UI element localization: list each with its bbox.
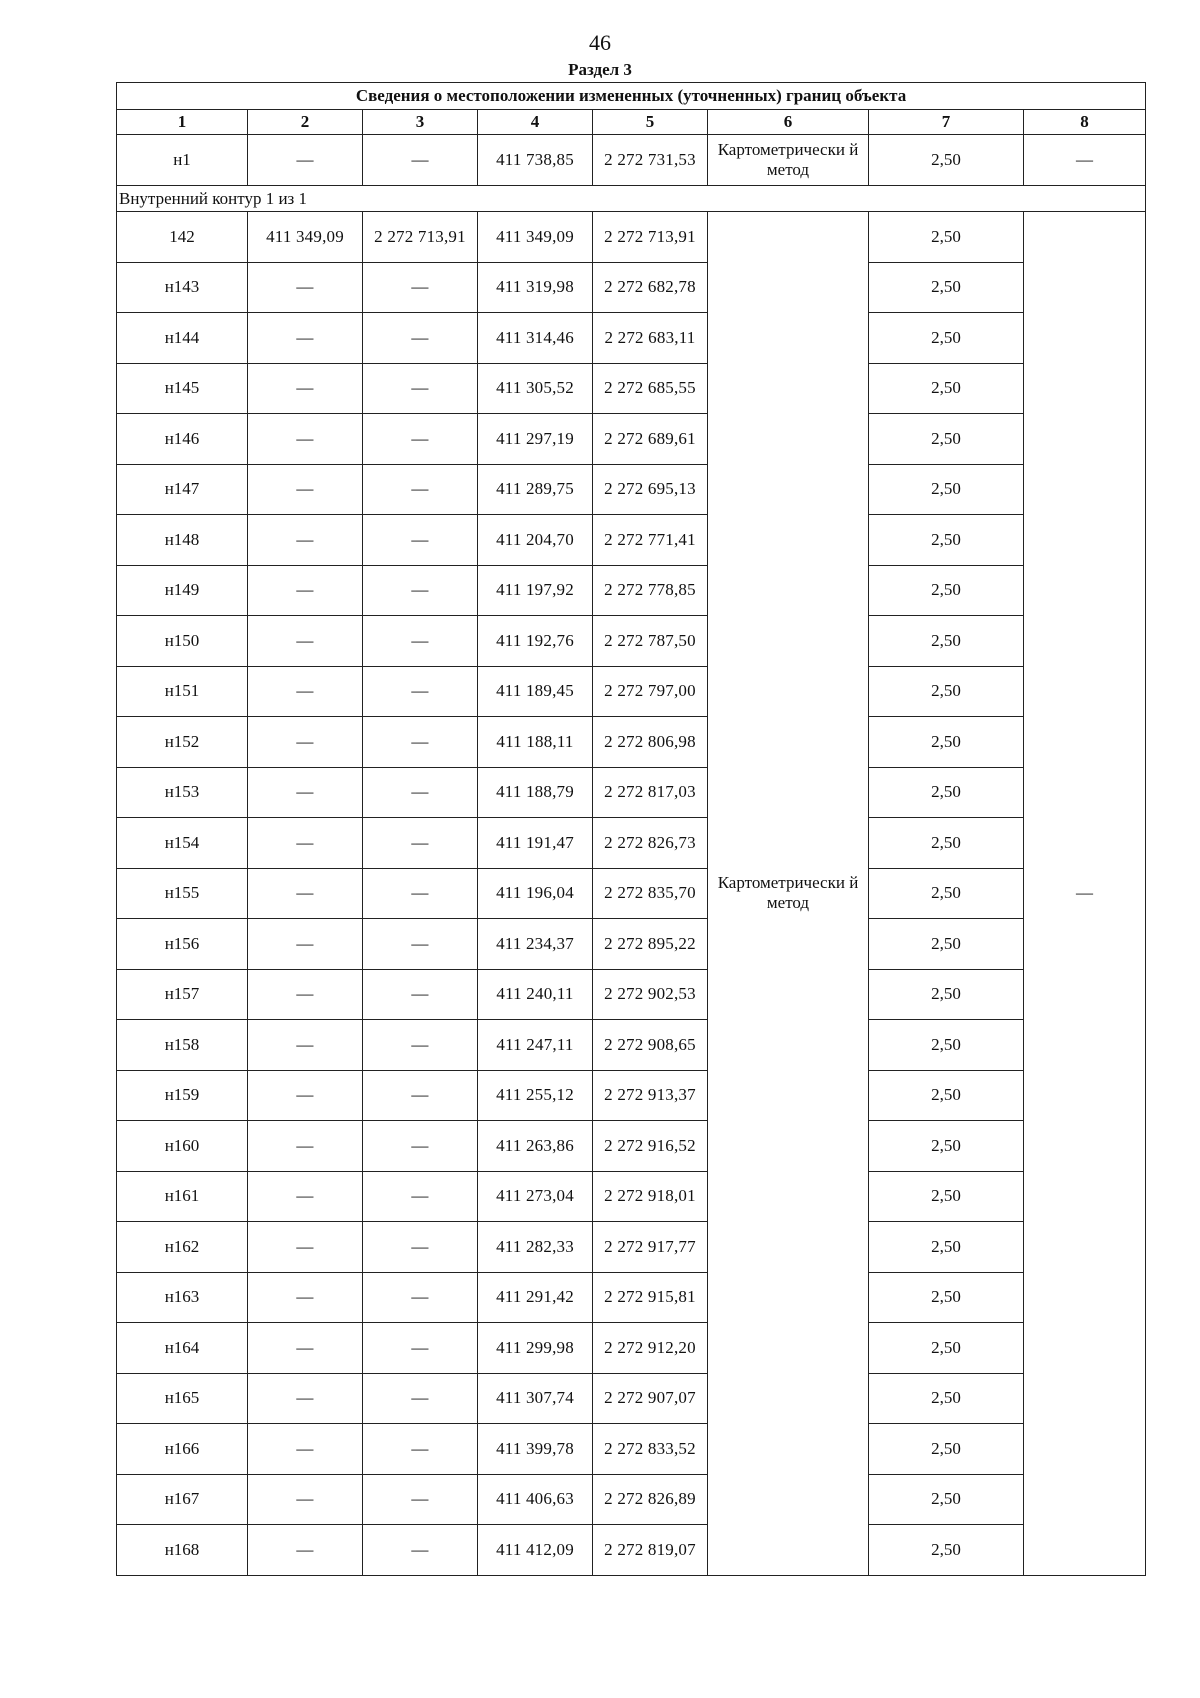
accuracy-cell: 2,50 (869, 969, 1024, 1020)
existing-x-cell: — (248, 868, 363, 919)
point-name-cell: н147 (117, 464, 248, 515)
table-row (117, 767, 1146, 818)
existing-x-cell: — (248, 135, 363, 186)
existing-y-cell: — (363, 1121, 478, 1172)
new-x-cell: 411 319,98 (478, 262, 593, 313)
existing-y-cell: — (363, 515, 478, 566)
table-row (117, 1272, 1146, 1323)
new-y-cell: 2 272 908,65 (593, 1020, 708, 1071)
new-y-cell: 2 272 915,81 (593, 1272, 708, 1323)
point-name-cell: н155 (117, 868, 248, 919)
existing-y-cell: — (363, 1525, 478, 1576)
point-name-cell: н149 (117, 565, 248, 616)
new-y-cell: 2 272 817,03 (593, 767, 708, 818)
existing-y-cell: — (363, 363, 478, 414)
point-name-cell: н159 (117, 1070, 248, 1121)
existing-x-cell: — (248, 262, 363, 313)
table-row (117, 919, 1146, 970)
new-x-cell: 411 297,19 (478, 414, 593, 465)
new-y-cell: 2 272 833,52 (593, 1424, 708, 1475)
new-x-cell: 411 282,33 (478, 1222, 593, 1273)
accuracy-cell: 2,50 (869, 767, 1024, 818)
point-name-cell: н160 (117, 1121, 248, 1172)
new-y-cell: 2 272 695,13 (593, 464, 708, 515)
existing-x-cell: — (248, 565, 363, 616)
existing-y-cell: — (363, 1020, 478, 1071)
new-y-cell: 2 272 916,52 (593, 1121, 708, 1172)
table-row (117, 1121, 1146, 1172)
table-row (117, 565, 1146, 616)
existing-y-cell: — (363, 565, 478, 616)
table-row (117, 1474, 1146, 1525)
accuracy-cell: 2,50 (869, 414, 1024, 465)
existing-x-cell: — (248, 1474, 363, 1525)
table-row (117, 464, 1146, 515)
new-x-cell: 411 273,04 (478, 1171, 593, 1222)
new-y-cell: 2 272 683,11 (593, 313, 708, 364)
existing-y-cell: — (363, 414, 478, 465)
existing-x-cell: — (248, 1121, 363, 1172)
point-name-cell: н151 (117, 666, 248, 717)
point-name-cell: н156 (117, 919, 248, 970)
point-name-cell: н145 (117, 363, 248, 414)
column-header: 7 (869, 110, 1024, 135)
accuracy-cell: 2,50 (869, 868, 1024, 919)
point-name-cell: н165 (117, 1373, 248, 1424)
existing-y-cell: — (363, 1272, 478, 1323)
table-row (117, 1525, 1146, 1576)
existing-y-cell: — (363, 969, 478, 1020)
existing-x-cell: — (248, 1171, 363, 1222)
table-row (117, 1373, 1146, 1424)
new-x-cell: 411 406,63 (478, 1474, 593, 1525)
column-header: 6 (708, 110, 869, 135)
table-row (117, 363, 1146, 414)
table-row (117, 262, 1146, 313)
existing-y-cell: — (363, 868, 478, 919)
accuracy-cell: 2,50 (869, 135, 1024, 186)
new-y-cell: 2 272 731,53 (593, 135, 708, 186)
new-x-cell: 411 240,11 (478, 969, 593, 1020)
accuracy-cell: 2,50 (869, 919, 1024, 970)
table-row (117, 135, 1146, 186)
column-header: 8 (1024, 110, 1146, 135)
new-x-cell: 411 299,98 (478, 1323, 593, 1374)
table-row (117, 1171, 1146, 1222)
table-row (117, 1424, 1146, 1475)
accuracy-cell: 2,50 (869, 1424, 1024, 1475)
accuracy-cell: 2,50 (869, 1272, 1024, 1323)
existing-y-cell: — (363, 717, 478, 768)
column-header: 4 (478, 110, 593, 135)
contour-label-row (117, 186, 1146, 212)
new-x-cell: 411 412,09 (478, 1525, 593, 1576)
existing-x-cell: — (248, 717, 363, 768)
column-header: 1 (117, 110, 248, 135)
accuracy-cell: 2,50 (869, 666, 1024, 717)
point-name-cell: н144 (117, 313, 248, 364)
point-name-cell: н157 (117, 969, 248, 1020)
new-x-cell: 411 291,42 (478, 1272, 593, 1323)
point-name-cell: н166 (117, 1424, 248, 1475)
new-x-cell: 411 191,47 (478, 818, 593, 869)
new-y-cell: 2 272 806,98 (593, 717, 708, 768)
new-x-cell: 411 314,46 (478, 313, 593, 364)
table-row (117, 1020, 1146, 1071)
existing-y-cell: — (363, 1424, 478, 1475)
contour-label: Внутренний контур 1 из 1 (117, 186, 1146, 212)
column-header: 2 (248, 110, 363, 135)
new-y-cell: 2 272 713,91 (593, 212, 708, 263)
accuracy-cell: 2,50 (869, 1474, 1024, 1525)
accuracy-cell: 2,50 (869, 363, 1024, 414)
existing-y-cell: 2 272 713,91 (363, 212, 478, 263)
existing-y-cell: — (363, 818, 478, 869)
existing-x-cell: — (248, 1272, 363, 1323)
existing-x-cell: — (248, 313, 363, 364)
point-name-cell: 142 (117, 212, 248, 263)
new-x-cell: 411 307,74 (478, 1373, 593, 1424)
existing-x-cell: — (248, 666, 363, 717)
new-y-cell: 2 272 826,89 (593, 1474, 708, 1525)
new-y-cell: 2 272 826,73 (593, 818, 708, 869)
new-x-cell: 411 349,09 (478, 212, 593, 263)
column-header-row (117, 110, 1146, 135)
new-y-cell: 2 272 682,78 (593, 262, 708, 313)
new-x-cell: 411 305,52 (478, 363, 593, 414)
existing-x-cell: — (248, 1323, 363, 1374)
point-name-cell: н150 (117, 616, 248, 667)
new-x-cell: 411 399,78 (478, 1424, 593, 1475)
new-x-cell: 411 189,45 (478, 666, 593, 717)
new-x-cell: 411 188,11 (478, 717, 593, 768)
new-x-cell: 411 204,70 (478, 515, 593, 566)
table-caption-row (117, 83, 1146, 110)
new-y-cell: 2 272 907,07 (593, 1373, 708, 1424)
table-row (117, 666, 1146, 717)
existing-y-cell: — (363, 1171, 478, 1222)
point-name-cell: н168 (117, 1525, 248, 1576)
accuracy-cell: 2,50 (869, 818, 1024, 869)
existing-x-cell: — (248, 1424, 363, 1475)
section-title: Раздел 3 (568, 60, 632, 79)
table-row (117, 313, 1146, 364)
table-caption: Сведения о местоположении измененных (уточненных) границ объекта (117, 83, 1146, 110)
new-y-cell: 2 272 912,20 (593, 1323, 708, 1374)
accuracy-cell: 2,50 (869, 1373, 1024, 1424)
new-y-cell: 2 272 918,01 (593, 1171, 708, 1222)
table-row (117, 1070, 1146, 1121)
existing-x-cell: — (248, 1020, 363, 1071)
table-row (117, 818, 1146, 869)
new-x-cell: 411 255,12 (478, 1070, 593, 1121)
method-cell: Картометрически й метод (708, 135, 869, 186)
existing-y-cell: — (363, 1222, 478, 1273)
new-y-cell: 2 272 895,22 (593, 919, 708, 970)
table-row (117, 212, 1146, 263)
accuracy-cell: 2,50 (869, 464, 1024, 515)
table-row (117, 616, 1146, 667)
existing-x-cell: — (248, 414, 363, 465)
existing-x-cell: — (248, 1373, 363, 1424)
new-x-cell: 411 263,86 (478, 1121, 593, 1172)
accuracy-cell: 2,50 (869, 1222, 1024, 1273)
table-row (117, 868, 1146, 919)
point-name-cell: н167 (117, 1474, 248, 1525)
point-name-cell: н143 (117, 262, 248, 313)
existing-x-cell: — (248, 767, 363, 818)
accuracy-cell: 2,50 (869, 1171, 1024, 1222)
existing-y-cell: — (363, 1474, 478, 1525)
existing-x-cell: — (248, 818, 363, 869)
new-y-cell: 2 272 819,07 (593, 1525, 708, 1576)
point-name-cell: н146 (117, 414, 248, 465)
existing-y-cell: — (363, 666, 478, 717)
point-name-cell: н154 (117, 818, 248, 869)
new-y-cell: 2 272 917,77 (593, 1222, 708, 1273)
new-x-cell: 411 234,37 (478, 919, 593, 970)
new-y-cell: 2 272 913,37 (593, 1070, 708, 1121)
description-cell: — (1024, 135, 1146, 186)
accuracy-cell: 2,50 (869, 262, 1024, 313)
new-x-cell: 411 196,04 (478, 868, 593, 919)
existing-y-cell: — (363, 313, 478, 364)
new-y-cell: 2 272 787,50 (593, 616, 708, 667)
new-y-cell: 2 272 902,53 (593, 969, 708, 1020)
existing-y-cell: — (363, 919, 478, 970)
existing-x-cell: — (248, 1070, 363, 1121)
table-row (117, 1323, 1146, 1374)
existing-y-cell: — (363, 262, 478, 313)
new-x-cell: 411 192,76 (478, 616, 593, 667)
page-number: 46 (589, 30, 611, 55)
accuracy-cell: 2,50 (869, 565, 1024, 616)
accuracy-cell: 2,50 (869, 717, 1024, 768)
accuracy-cell: 2,50 (869, 1323, 1024, 1374)
existing-y-cell: — (363, 767, 478, 818)
existing-y-cell: — (363, 1323, 478, 1374)
new-y-cell: 2 272 771,41 (593, 515, 708, 566)
new-x-cell: 411 197,92 (478, 565, 593, 616)
point-name-cell: н152 (117, 717, 248, 768)
table-row (117, 969, 1146, 1020)
boundary-coordinates-table (116, 82, 1146, 1576)
point-name-cell: н153 (117, 767, 248, 818)
new-x-cell: 411 247,11 (478, 1020, 593, 1071)
existing-x-cell: — (248, 1525, 363, 1576)
new-x-cell: 411 289,75 (478, 464, 593, 515)
point-name-cell: н164 (117, 1323, 248, 1374)
existing-x-cell: — (248, 919, 363, 970)
table-row (117, 414, 1146, 465)
accuracy-cell: 2,50 (869, 212, 1024, 263)
accuracy-cell: 2,50 (869, 1020, 1024, 1071)
existing-x-cell: — (248, 363, 363, 414)
existing-y-cell: — (363, 135, 478, 186)
accuracy-cell: 2,50 (869, 1121, 1024, 1172)
existing-x-cell: 411 349,09 (248, 212, 363, 263)
new-y-cell: 2 272 689,61 (593, 414, 708, 465)
existing-y-cell: — (363, 464, 478, 515)
new-x-cell: 411 738,85 (478, 135, 593, 186)
table-row (117, 1222, 1146, 1273)
new-y-cell: 2 272 797,00 (593, 666, 708, 717)
accuracy-cell: 2,50 (869, 515, 1024, 566)
new-y-cell: 2 272 835,70 (593, 868, 708, 919)
existing-x-cell: — (248, 969, 363, 1020)
point-name-cell: н158 (117, 1020, 248, 1071)
column-header: 3 (363, 110, 478, 135)
existing-x-cell: — (248, 464, 363, 515)
point-name-cell: н161 (117, 1171, 248, 1222)
accuracy-cell: 2,50 (869, 1070, 1024, 1121)
existing-y-cell: — (363, 616, 478, 667)
column-header: 5 (593, 110, 708, 135)
accuracy-cell: 2,50 (869, 1525, 1024, 1576)
accuracy-cell: 2,50 (869, 313, 1024, 364)
existing-x-cell: — (248, 1222, 363, 1273)
existing-y-cell: — (363, 1070, 478, 1121)
point-name-cell: н163 (117, 1272, 248, 1323)
description-cell: — (1024, 212, 1146, 1576)
accuracy-cell: 2,50 (869, 616, 1024, 667)
table-row (117, 515, 1146, 566)
point-name-cell: н1 (117, 135, 248, 186)
method-cell: Картометрически й метод (708, 212, 869, 1576)
point-name-cell: н162 (117, 1222, 248, 1273)
point-name-cell: н148 (117, 515, 248, 566)
new-y-cell: 2 272 778,85 (593, 565, 708, 616)
new-x-cell: 411 188,79 (478, 767, 593, 818)
existing-x-cell: — (248, 616, 363, 667)
existing-x-cell: — (248, 515, 363, 566)
table-row (117, 717, 1146, 768)
new-y-cell: 2 272 685,55 (593, 363, 708, 414)
existing-y-cell: — (363, 1373, 478, 1424)
